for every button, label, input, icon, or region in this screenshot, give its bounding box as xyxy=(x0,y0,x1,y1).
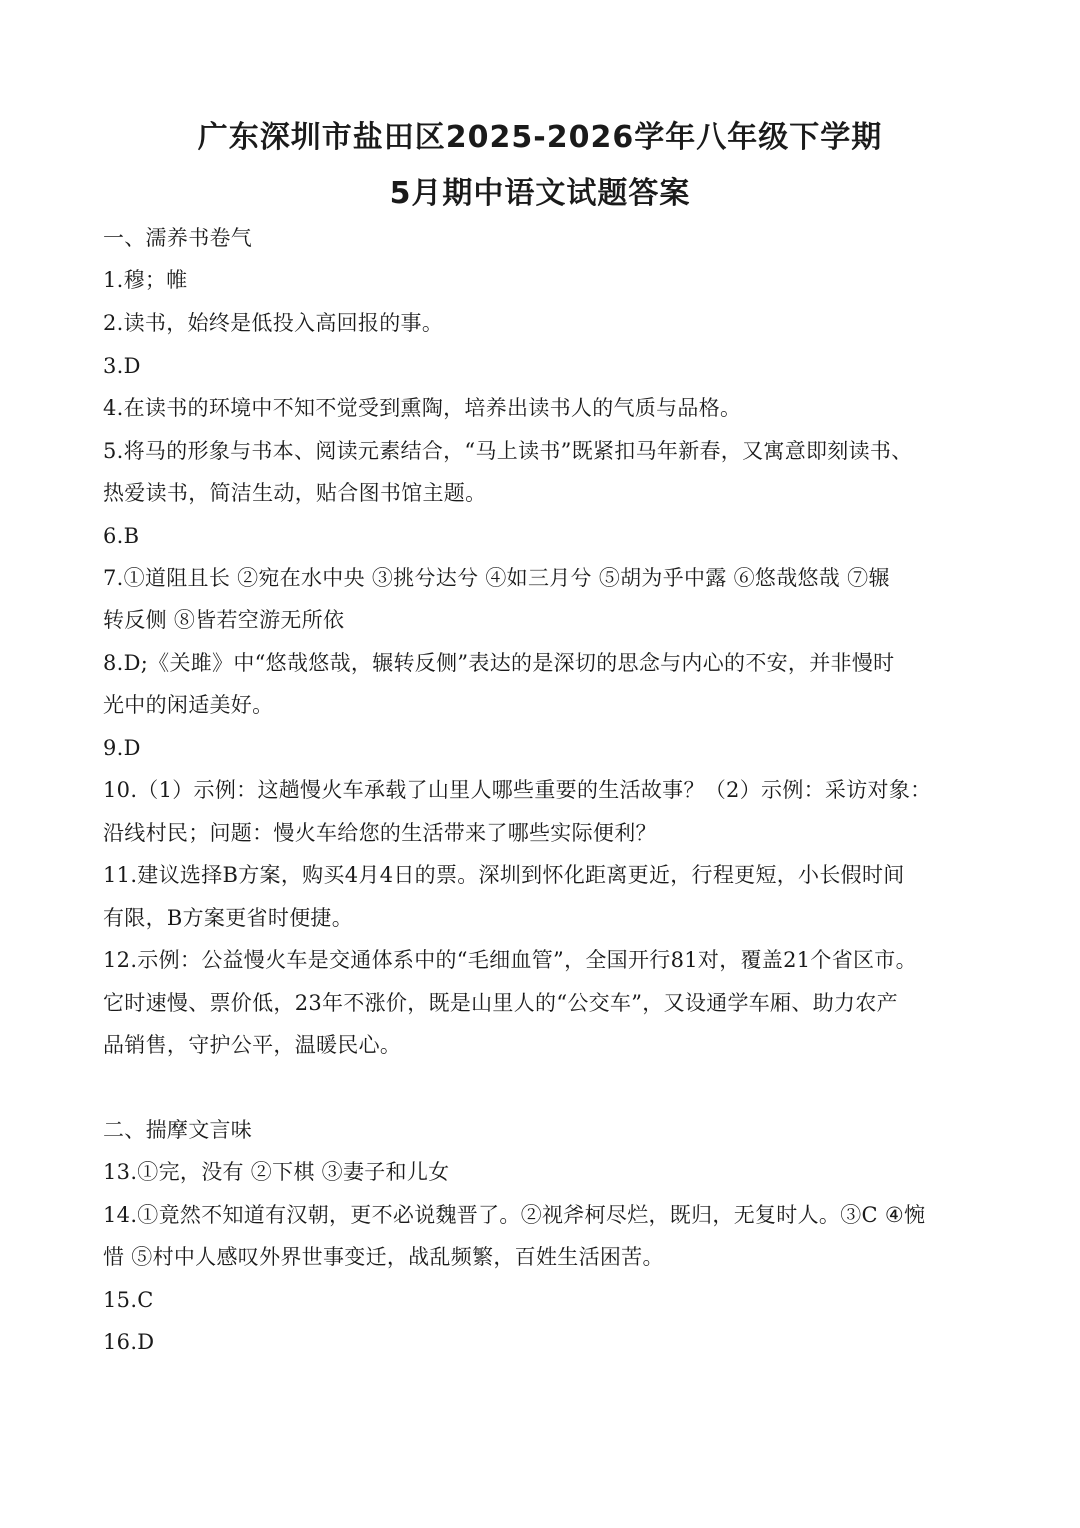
answer-line: 5.将马的形象与书本、阅读元素结合，“马上读书”既紧扣马年新春，又寓意即刻读书、 xyxy=(103,439,913,463)
document-title-line-2: 5月期中语文试题答案 xyxy=(389,176,691,211)
answer-line: 沿线村民；问题：慢火车给您的生活带来了哪些实际便利？ xyxy=(103,821,657,845)
answer-line: 7.①道阻且长 ②宛在水中央 ③挑兮达兮 ④如三月兮 ⑤胡为乎中露 ⑥悠哉悠哉 ⑦辗 xyxy=(103,566,890,590)
answer-line: 惜 ⑤村中人感叹外界世事变迁，战乱频繁，百姓生活困苦。 xyxy=(103,1245,664,1269)
answer-line: 11.建议选择B方案，购买4月4日的票。深圳到怀化距离更近，行程更短，小长假时间 xyxy=(103,863,905,887)
answer-line: 4.在读书的环境中不知不觉受到熏陶，培养出读书人的气质与品格。 xyxy=(103,396,742,420)
answer-line: 有限，B方案更省时便捷。 xyxy=(103,906,354,930)
answer-line: 16.D xyxy=(103,1330,155,1354)
answer-line: 14.①竟然不知道有汉朝，更不必说魏晋了。②视斧柯尽烂，既归，无复时人。③C ④惋 xyxy=(103,1203,926,1227)
answer-line: 15.C xyxy=(103,1288,154,1312)
answer-line: 9.D xyxy=(103,736,141,760)
answer-line: 8.D;《关雎》中“悠哉悠哉，辗转反侧”表达的是深切的思念与内心的不安，并非慢时 xyxy=(103,651,895,675)
answer-line: 3.D xyxy=(103,354,141,378)
document-title-line-1: 广东深圳市盐田区2025-2026学年八年级下学期 xyxy=(197,120,883,155)
section-heading-2: 二、揣摩文言味 xyxy=(103,1118,253,1142)
answer-line: 10.（1）示例：这趟慢火车承载了山里人哪些重要的生活故事？（2）示例：采访对象： xyxy=(103,778,932,802)
answer-line: 12.示例：公益慢火车是交通体系中的“毛细血管”，全国开行81对，覆盖21个省区市。 xyxy=(103,948,917,972)
answer-line: 品销售，守护公平，温暖民心。 xyxy=(103,1033,402,1057)
answer-line: 6.B xyxy=(103,524,140,548)
answer-line: 1.穆；帷 xyxy=(103,268,188,292)
section-heading-1: 一、濡养书卷气 xyxy=(103,226,253,250)
answer-line: 它时速慢、票价低，23年不涨价，既是山里人的“公交车”，又设通学车厢、助力农产 xyxy=(103,991,898,1015)
answer-line: 光中的闲适美好。 xyxy=(103,693,274,717)
answer-line: 2.读书，始终是低投入高回报的事。 xyxy=(103,311,444,335)
answer-line: 转反侧 ⑧皆若空游无所依 xyxy=(103,608,345,632)
answer-line: 13.①完，没有 ②下棋 ③妻子和儿女 xyxy=(103,1160,450,1184)
answer-line: 热爱读书，简洁生动，贴合图书馆主题。 xyxy=(103,481,487,505)
